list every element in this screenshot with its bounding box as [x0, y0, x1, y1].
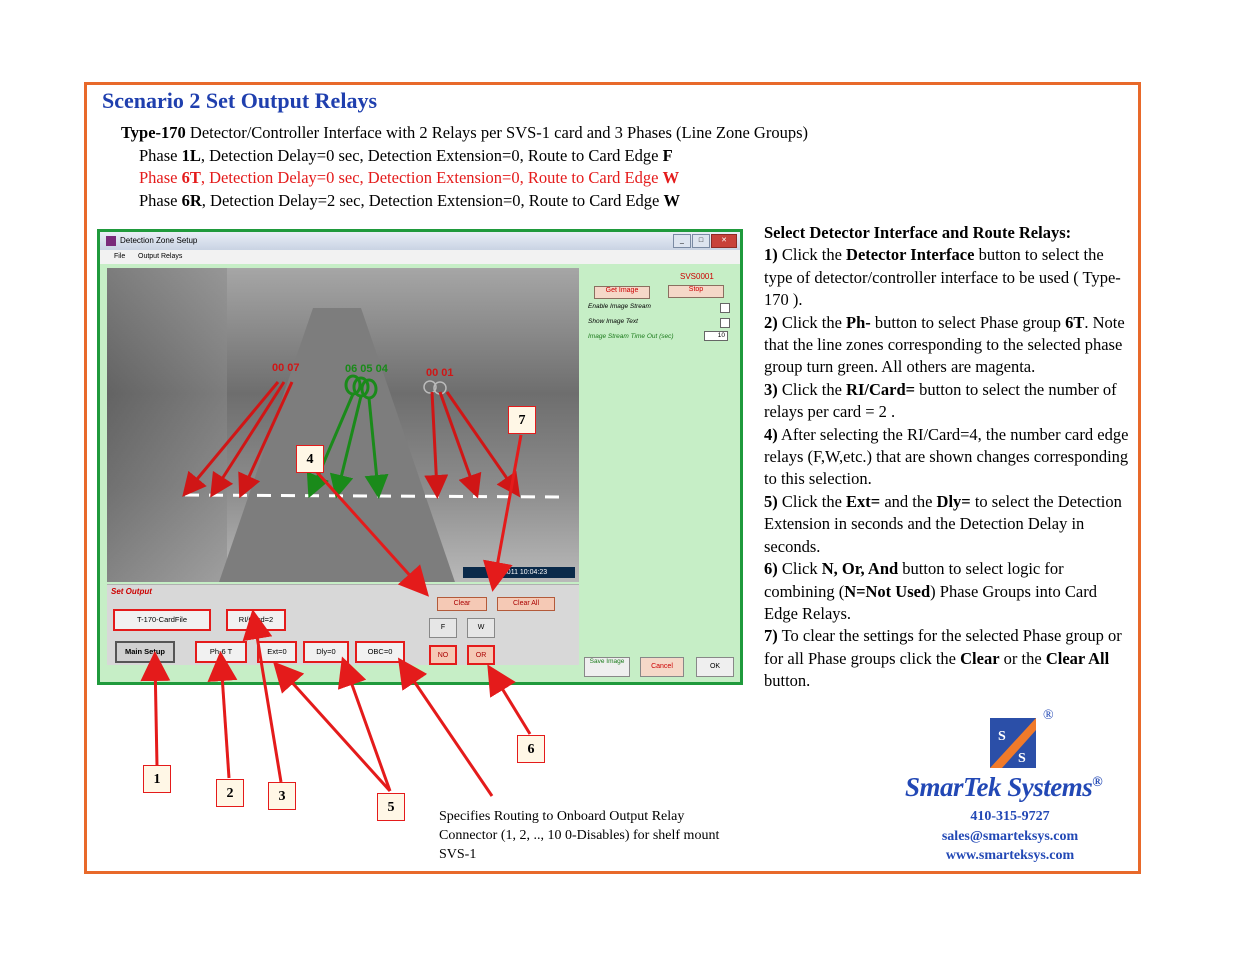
ok-button[interactable]: OK [696, 657, 734, 677]
step-6: 6) Click N, Or, And button to select logic for combining (N=Not Used) Phase Groups into Card Edge Relays. [764, 559, 1097, 623]
timeout-label: Image Stream Time Out (sec) [588, 333, 674, 340]
callout-5: 5 [377, 793, 405, 821]
video-timestamp: 05- 2011 10:04:23 [463, 567, 575, 578]
save-image-button[interactable]: Save Image [584, 657, 630, 677]
zone-label-left: 00 07 [272, 362, 300, 374]
menu-file[interactable]: File [114, 253, 126, 260]
brand-website[interactable]: www.smarteksys.com [945, 848, 1075, 863]
menu-output-relays[interactable]: Output Relays [138, 253, 183, 260]
step-4: 4) After selecting the RI/Card=4, the number card edge relays (F,W,etc.) that are shown changes corresponding to this selection. [764, 424, 1129, 489]
step-1: 1) Click the Detector Interface button to select the type of detector/controller interface to be used ( Type-170 ). [764, 245, 1121, 310]
phase-line-2: Phase 6T, Detection Delay=0 sec, Detection Extension=0, Route to Card Edge W [139, 168, 680, 187]
callout-4: 4 [296, 445, 324, 473]
page-title: Scenario 2 Set Output Relays [102, 88, 377, 113]
callout-6: 6 [517, 735, 545, 763]
instructions [764, 222, 1134, 693]
callout-1: 1 [143, 765, 171, 793]
set-output-label: Set Output [111, 587, 152, 596]
brand-phone: 410-315-9727 [970, 809, 1050, 824]
callout-7: 7 [508, 406, 536, 434]
obc-button[interactable]: OBC=0 [355, 641, 405, 663]
minimize-icon[interactable]: _ [673, 234, 691, 248]
svg-text:S: S [998, 729, 1006, 744]
card-edge-f-button[interactable]: F [429, 618, 457, 638]
ri-card-button[interactable]: RI/Card=2 [226, 609, 286, 631]
logic-or-button[interactable]: OR [467, 645, 495, 665]
zone-label-right: 00 01 [426, 367, 454, 379]
show-text-label: Show Image Text [588, 318, 638, 325]
main-setup-button[interactable]: Main Setup [115, 641, 175, 663]
step-2: 2) Click the Ph- button to select Phase group 6T. Note that the line zones corresponding to the selected phase group turn green. All others are magenta. [764, 312, 1125, 377]
interface-desc: Detector/Controller Interface with 2 Relays per SVS-1 card and 3 Phases (Line Zone Groups) [185, 123, 809, 142]
timeout-input[interactable]: 10 [704, 331, 728, 341]
phase-line-3: Phase 6R, Detection Delay=2 sec, Detection Extension=0, Route to Card Edge W [139, 191, 680, 210]
logic-no-button[interactable]: NO [429, 645, 457, 665]
step-7: 7) To clear the settings for the selected Phase group or for all Phase groups click the Clear or the Clear All button. [764, 626, 1122, 691]
maximize-icon[interactable]: □ [692, 234, 710, 248]
smartek-logo-icon [988, 716, 1042, 770]
interface-type: Type-170 [121, 123, 186, 142]
step-5: 5) Click the Ext= and the Dly= to select the Detection Extension in seconds and the Detection Delay in seconds. [764, 491, 1122, 556]
stop-button[interactable]: Stop [668, 285, 724, 298]
instructions-heading: Select Detector Interface and Route Relays: [764, 223, 1072, 242]
card-edge-w-button[interactable]: W [467, 618, 495, 638]
dly-button[interactable]: Dly=0 [303, 641, 349, 663]
obc-note: Specifies Routing to Onboard Output Relay Connector (1, 2, .., 10 0-Disables) for shelf mount SVS-1 [439, 809, 720, 862]
enable-stream-label: Enable Image Stream [588, 303, 651, 310]
brand-name: SmarTek Systems® [905, 772, 1103, 802]
detector-interface-button[interactable]: T-170-CardFile [113, 609, 211, 631]
device-id: SVS0001 [680, 272, 714, 281]
phase-button[interactable]: Ph-6 T [195, 641, 247, 663]
phase-line-1: Phase 1L, Detection Delay=0 sec, Detection Extension=0, Route to Card Edge F [139, 146, 673, 165]
zone-lines-right [424, 381, 515, 490]
close-icon[interactable]: ✕ [711, 234, 737, 248]
callout-3: 3 [268, 782, 296, 810]
clear-all-button[interactable]: Clear All [497, 597, 555, 611]
svg-text:S: S [1018, 751, 1026, 766]
zone-label-selected: 06 05 04 [345, 363, 388, 375]
get-image-button[interactable]: Get Image [594, 286, 650, 299]
window-title: Detection Zone Setup [120, 236, 198, 245]
brand-email[interactable]: sales@smarteksys.com [941, 829, 1079, 844]
clear-button[interactable]: Clear [437, 597, 487, 611]
cancel-button[interactable]: Cancel [640, 657, 684, 677]
lane-markings [185, 495, 560, 497]
zone-lines-left [188, 382, 292, 490]
ext-button[interactable]: Ext=0 [257, 641, 297, 663]
step-3: 3) Click the RI/Card= button to select the number of relays per card = 2 . [764, 379, 1117, 422]
logo-registered-mark: ® [1043, 708, 1054, 723]
callout-2: 2 [216, 779, 244, 807]
